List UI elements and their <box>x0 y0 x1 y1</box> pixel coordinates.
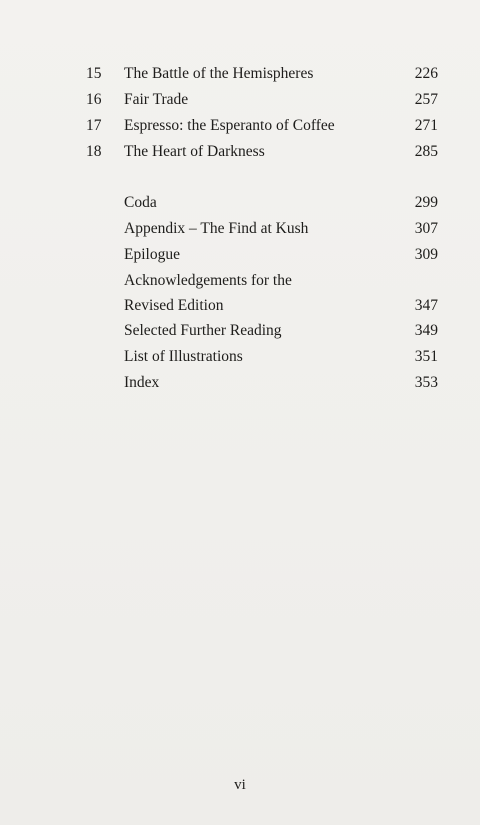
page-number: 353 <box>414 374 438 391</box>
page-number: 349 <box>414 322 438 339</box>
chapter-number: 15 <box>86 65 102 82</box>
entry-title: Coda <box>124 194 157 211</box>
toc-entry-illustrations <box>0 345 480 369</box>
toc-entry-appendix <box>0 217 480 241</box>
entry-title: Selected Further Reading <box>124 322 282 339</box>
chapter-title: The Heart of Darkness <box>124 143 265 160</box>
toc-entry-further-reading <box>0 319 480 343</box>
page-number: 257 <box>414 91 438 108</box>
chapter-title: Fair Trade <box>124 91 189 108</box>
chapter-number: 16 <box>86 91 102 108</box>
entry-title: List of Illustrations <box>124 348 243 365</box>
toc-entry-acknowledgements-line-2 <box>0 294 480 318</box>
toc-entry-coda <box>0 191 480 215</box>
toc-entry-acknowledgements-line-1 <box>0 269 480 293</box>
chapter-title: Espresso: the Esperanto of Coffee <box>124 117 335 134</box>
page-number: 309 <box>414 246 438 263</box>
page-number: 307 <box>414 220 438 237</box>
chapter-number: 18 <box>86 143 102 160</box>
entry-title: Revised Edition <box>124 297 224 314</box>
entry-title: Appendix – The Find at Kush <box>124 220 309 237</box>
page-number: 285 <box>414 143 438 160</box>
toc-entry-epilogue <box>0 243 480 267</box>
toc-entry-chapter-17 <box>0 114 480 138</box>
toc-entry-chapter-16 <box>0 88 480 112</box>
page-number: 299 <box>414 194 438 211</box>
page-number: 226 <box>414 65 438 82</box>
chapter-number: 17 <box>86 117 102 134</box>
chapter-title: The Battle of the Hemispheres <box>124 65 314 82</box>
entry-title: Acknowledgements for the <box>124 272 292 289</box>
toc-entry-chapter-15 <box>0 62 480 86</box>
page-number: 347 <box>414 297 438 314</box>
page-number: 351 <box>414 348 438 365</box>
page-folio: vi <box>234 777 246 793</box>
page-number: 271 <box>414 117 438 134</box>
entry-title: Index <box>124 374 160 391</box>
toc-entry-chapter-18 <box>0 140 480 164</box>
entry-title: Epilogue <box>124 246 180 263</box>
toc-entry-index <box>0 371 480 395</box>
